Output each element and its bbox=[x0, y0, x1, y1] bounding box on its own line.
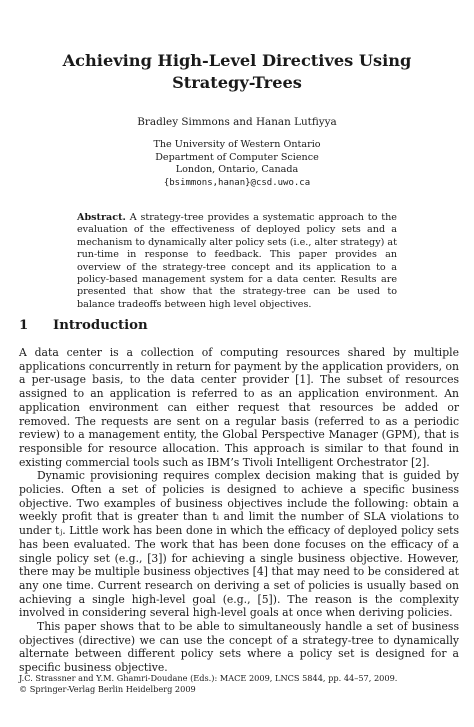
paper-title bbox=[0, 50, 474, 94]
footer-copyright: © Springer-Verlag Berlin Heidelberg 2009 bbox=[19, 684, 196, 694]
body-paragraph-2: Dynamic provisioning requires complex decision making that is guided by policies. Often a set of policies is designed to achieve a specific business objective. Two examples of business objectives include the following: obtain a weekly profit that is greater than tᵢ and limit the number of SLA violations to under tⱼ. Little work has been done in which the efficacy of deployed policy sets has been evaluated. The work that has been done focuses on the efficacy of a single policy set (e.g., [3]) for achieving a single business objective. However, there may be multiple business objectives [4] that may need to be considered at any one time. Current research on deriving a set of policies is usually based on achieving a single high-level goal (e.g., [5]). The reason is the complexity involved in considering several high-level goals at once when deriving policies. bbox=[19, 469, 459, 620]
abstract-label: Abstract. bbox=[77, 212, 126, 223]
affiliation-block bbox=[0, 139, 474, 189]
affiliation-email: {bsimmons,hanan}@csd.uwo.ca bbox=[163, 177, 311, 188]
footer-citation: J.C. Strassner and Y.M. Ghamri-Doudane (Eds.): MACE 2009, LNCS 5844, pp. 44–57, 2009. bbox=[19, 673, 398, 683]
section-number: 1 bbox=[19, 318, 29, 333]
publication-footer bbox=[19, 673, 459, 695]
affiliation-location: London, Ontario, Canada bbox=[175, 164, 299, 175]
body-paragraph-3: This paper shows that to be able to simultaneously handle a set of business objectives (directive) we can use the concept of a strategy-tree to dynamically alternate between different policy sets where a policy set is designed for a specific business objective. bbox=[19, 620, 459, 675]
section-title: Introduction bbox=[53, 318, 148, 333]
title-line-1: Achieving High-Level Directives Using bbox=[62, 51, 412, 70]
affiliation-university: The University of Western Ontario bbox=[153, 139, 321, 150]
title-line-2: Strategy-Trees bbox=[172, 73, 302, 92]
body-paragraph-1: A data center is a collection of computing resources shared by multiple applications concurrently in return for payment by the application providers, on a per-usage basis, to the data center provider [1]. The subset of resources assigned to an application is referred to as an application environment. An application environment can either request that resources be added or removed. The requests are sent on a regular basis (referred to as a periodic review) to a management entity, the Global Perspective Manager (GPM), that is responsible for resource allocation. This approach is similar to that found in existing commercial tools such as IBM’s Tivoli Intelligent Orchestrator [2]. bbox=[19, 346, 459, 469]
author-names: Bradley Simmons and Hanan Lutfiyya bbox=[137, 116, 337, 128]
section-body bbox=[19, 346, 459, 675]
section-heading bbox=[19, 317, 459, 335]
abstract-block bbox=[77, 212, 397, 311]
abstract-text: A strategy-tree provides a systematic approach to the evaluation of the effectiveness of deployed policy sets and a mechanism to dynamically alter policy sets (i.e., alter strategy) at run-time in response to feedback. This paper provides an overview of the strategy-tree concept and its application to a policy-based management system for a data center. Results are presented that show that the strategy-tree can be used to balance tradeoffs between high level objectives. bbox=[77, 212, 397, 310]
affiliation-department: Department of Computer Science bbox=[155, 151, 319, 163]
